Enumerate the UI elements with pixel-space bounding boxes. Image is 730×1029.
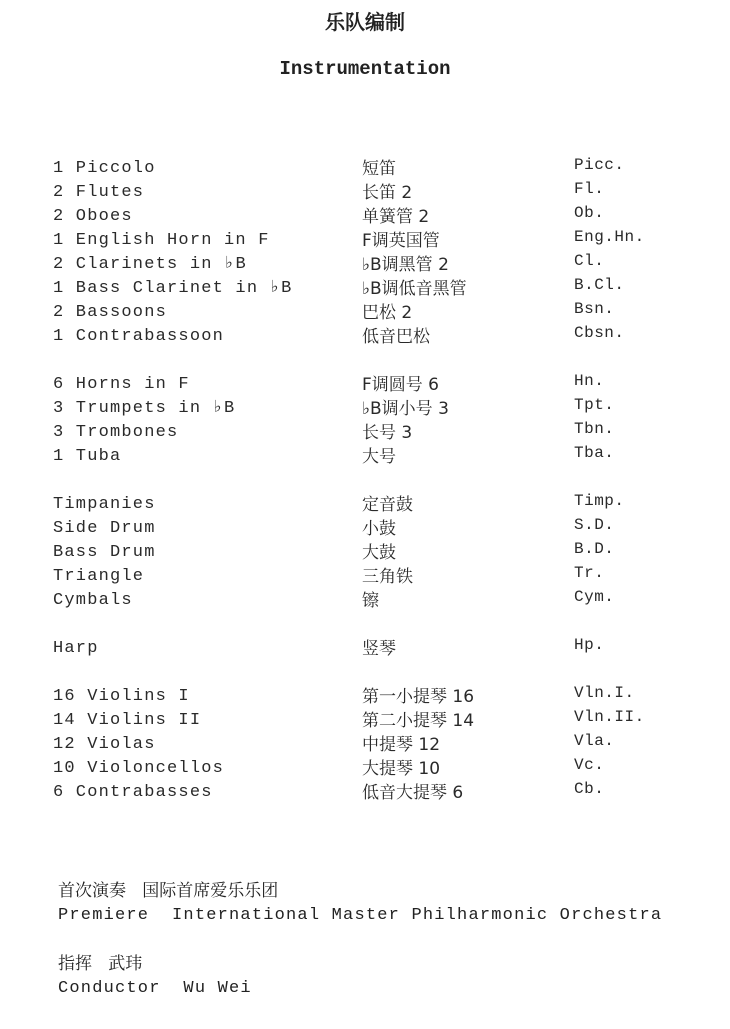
instrument-row xyxy=(0,493,730,517)
instrument-abbreviation: Timp. xyxy=(574,492,625,510)
instrument-name: 2 Clarinets in ♭B xyxy=(53,255,247,274)
instrument-name-chinese: 低音大提琴 6 xyxy=(362,783,464,803)
conductor-label-chinese: 指挥 武玮 xyxy=(58,954,143,974)
instrument-name-chinese: 大号 xyxy=(362,447,396,467)
instrument-row xyxy=(0,229,730,253)
page-title-chinese: 乐队编制 xyxy=(325,10,405,34)
instrument-name-chinese: 竖琴 xyxy=(362,639,396,659)
instrument-abbreviation: Hn. xyxy=(574,372,605,390)
instrument-row xyxy=(0,445,730,469)
instrument-name-chinese: 三角铁 xyxy=(362,567,413,587)
instrument-name-chinese: 大提琴 10 xyxy=(362,759,441,779)
instrument-abbreviation: Tr. xyxy=(574,564,605,582)
instrument-abbreviation: Tbn. xyxy=(574,420,615,438)
instrument-row xyxy=(0,637,730,661)
instrument-name-chinese: 小鼓 xyxy=(362,519,396,539)
instrument-abbreviation: Fl. xyxy=(574,180,605,198)
instrument-name-chinese: F调英国管 xyxy=(362,231,440,251)
instrument-name-chinese: F调圆号 6 xyxy=(362,375,439,395)
premiere-label-chinese: 首次演奏 国际首席爱乐乐团 xyxy=(58,881,279,901)
page-title-english: Instrumentation xyxy=(279,58,451,80)
instrument-name: Triangle xyxy=(53,567,145,586)
instrument-row xyxy=(0,757,730,781)
instrument-abbreviation: Cl. xyxy=(574,252,605,270)
instrument-name-chinese: 长号 3 xyxy=(362,423,413,443)
conductor-label-english: Conductor Wu Wei xyxy=(58,979,252,998)
instrument-row xyxy=(0,517,730,541)
instrument-row xyxy=(0,589,730,613)
instrument-name: 1 English Horn in F xyxy=(53,231,270,250)
premiere-label-english: Premiere International Master Philharmonic Orchestra xyxy=(58,906,663,925)
instrument-name-chinese: 镲 xyxy=(362,591,379,611)
instrument-row xyxy=(0,325,730,349)
instrument-name: 12 Violas xyxy=(53,735,156,754)
instrument-abbreviation: Cbsn. xyxy=(574,324,625,342)
instrument-abbreviation: Vc. xyxy=(574,756,605,774)
instrument-name: 3 Trumpets in ♭B xyxy=(53,399,236,418)
instrument-abbreviation: S.D. xyxy=(574,516,615,534)
instrument-name-chinese: 第一小提琴 16 xyxy=(362,687,475,707)
instrument-abbreviation: Ob. xyxy=(574,204,605,222)
instrument-name: 3 Trombones xyxy=(53,423,179,442)
instrument-name: 16 Violins I xyxy=(53,687,190,706)
instrument-name-chinese: 大鼓 xyxy=(362,543,396,563)
instrument-row xyxy=(0,709,730,733)
instrument-name: 2 Oboes xyxy=(53,207,133,226)
instrument-row xyxy=(0,181,730,205)
instrument-abbreviation: B.D. xyxy=(574,540,615,558)
instrument-name: 1 Tuba xyxy=(53,447,122,466)
instrument-abbreviation: Hp. xyxy=(574,636,605,654)
instrument-name-chinese: 定音鼓 xyxy=(362,495,413,515)
instrument-name: Timpanies xyxy=(53,495,156,514)
instrument-name: Side Drum xyxy=(53,519,156,538)
instrument-abbreviation: B.Cl. xyxy=(574,276,625,294)
instrument-name-chinese: ♭B调小号 3 xyxy=(362,399,449,419)
instrument-name: Cymbals xyxy=(53,591,133,610)
instrument-name-chinese: 低音巴松 xyxy=(362,327,430,347)
instrument-name-chinese: ♭B调低音黑管 xyxy=(362,279,467,299)
instrument-name: 1 Piccolo xyxy=(53,159,156,178)
instrument-abbreviation: Eng.Hn. xyxy=(574,228,645,246)
instrument-abbreviation: Vla. xyxy=(574,732,615,750)
instrument-name: 1 Contrabassoon xyxy=(53,327,225,346)
instrument-row xyxy=(0,541,730,565)
instrument-name: Bass Drum xyxy=(53,543,156,562)
instrument-row xyxy=(0,277,730,301)
instrument-name-chinese: 中提琴 12 xyxy=(362,735,441,755)
instrument-name-chinese: 巴松 2 xyxy=(362,303,413,323)
instrument-row xyxy=(0,157,730,181)
instrument-row xyxy=(0,397,730,421)
instrument-name-chinese: 短笛 xyxy=(362,159,396,179)
instrument-row xyxy=(0,421,730,445)
instrument-name-chinese: 单簧管 2 xyxy=(362,207,430,227)
instrument-abbreviation: Cb. xyxy=(574,780,605,798)
instrument-list xyxy=(0,157,730,805)
instrument-abbreviation: Vln.II. xyxy=(574,708,645,726)
instrument-abbreviation: Cym. xyxy=(574,588,615,606)
instrument-row xyxy=(0,373,730,397)
instrument-name-chinese: 长笛 2 xyxy=(362,183,413,203)
instrument-name: 2 Bassoons xyxy=(53,303,168,322)
instrument-abbreviation: Tpt. xyxy=(574,396,615,414)
instrument-abbreviation: Bsn. xyxy=(574,300,615,318)
instrument-row xyxy=(0,733,730,757)
instrument-row xyxy=(0,565,730,589)
instrument-name: 2 Flutes xyxy=(53,183,145,202)
instrument-abbreviation: Vln.I. xyxy=(574,684,635,702)
instrument-abbreviation: Tba. xyxy=(574,444,615,462)
instrument-name-chinese: ♭B调黑管 2 xyxy=(362,255,449,275)
instrument-name: 6 Contrabasses xyxy=(53,783,213,802)
instrument-name: 10 Violoncellos xyxy=(53,759,225,778)
instrument-abbreviation: Picc. xyxy=(574,156,625,174)
instrument-name: 1 Bass Clarinet in ♭B xyxy=(53,279,293,298)
instrument-name-chinese: 第二小提琴 14 xyxy=(362,711,475,731)
instrument-name: 14 Violins II xyxy=(53,711,202,730)
instrument-name: 6 Horns in F xyxy=(53,375,190,394)
instrument-name: Harp xyxy=(53,639,99,658)
instrument-row xyxy=(0,781,730,805)
